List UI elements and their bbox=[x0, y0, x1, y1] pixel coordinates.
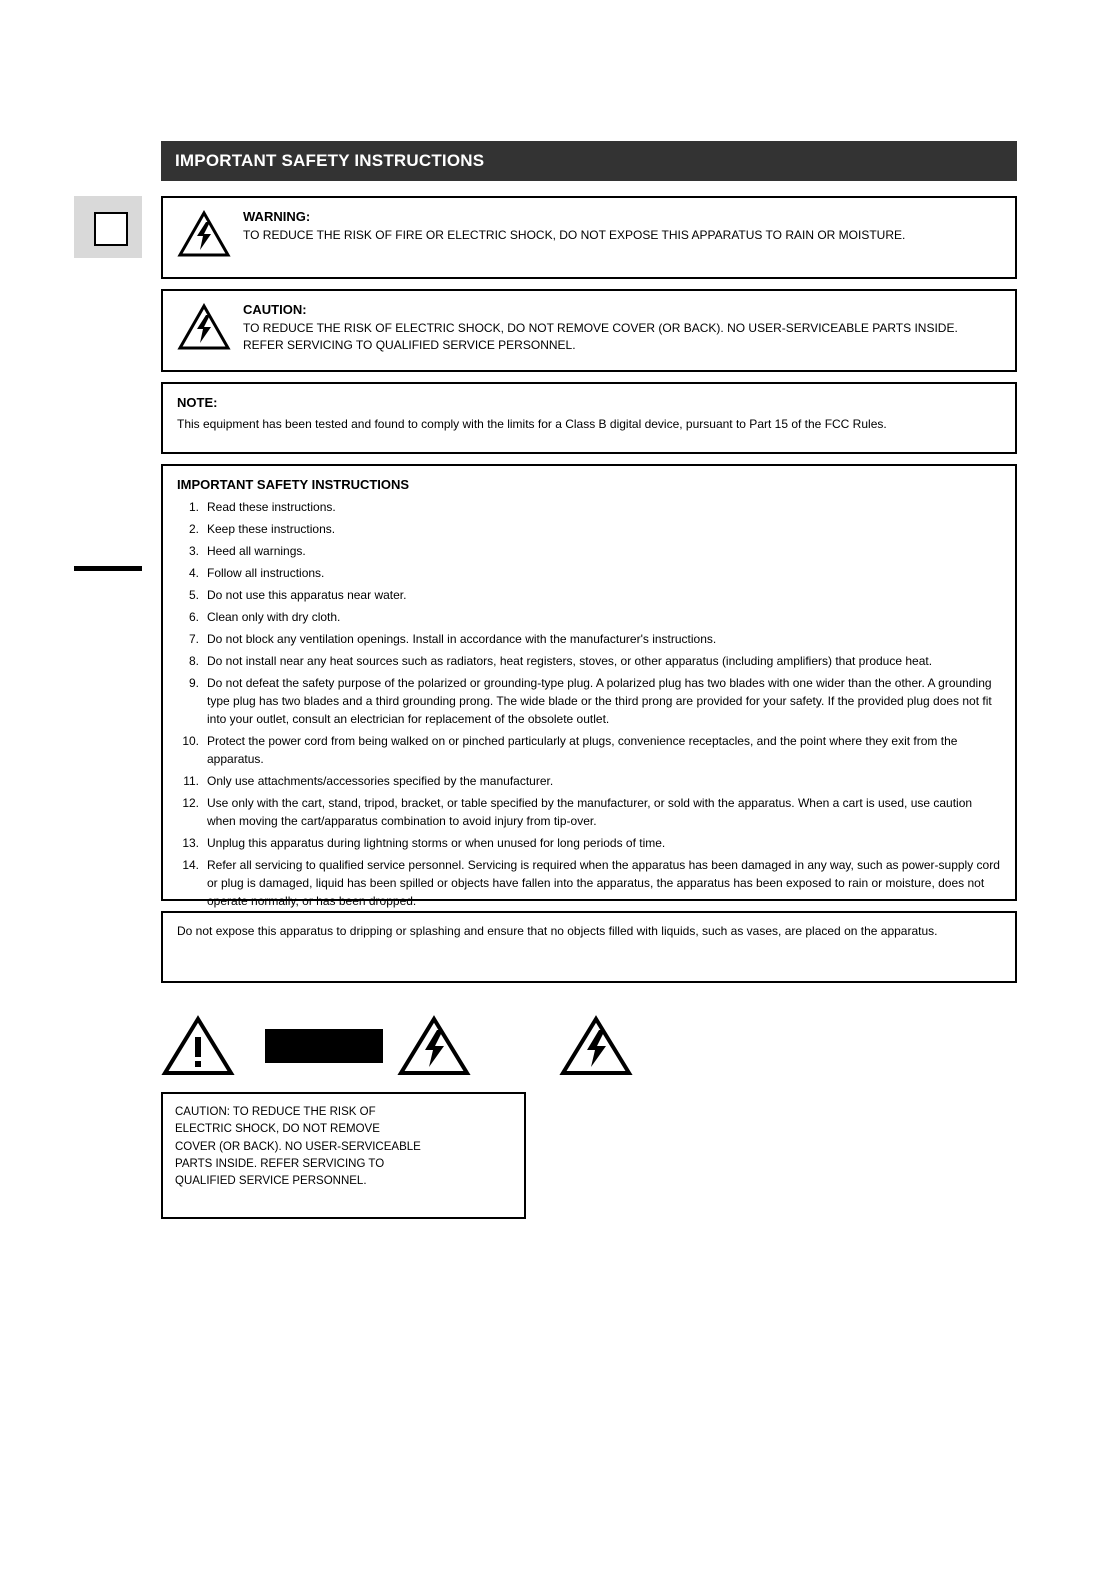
list-item-number: 13. bbox=[182, 835, 199, 850]
list-item-number: 11. bbox=[183, 773, 199, 788]
list-item bbox=[177, 564, 1001, 582]
footnote-box bbox=[161, 911, 1017, 983]
caution-box bbox=[161, 289, 1017, 372]
lightning-bolt-triangle-icon bbox=[177, 303, 231, 351]
list-item-text: Keep these instructions. bbox=[207, 521, 336, 536]
list-item-text: Use only with the cart, stand, tripod, bracket, or table specified by the manufacturer, or sold with the apparatus. When a cart is used, use caution when moving the cart/apparatus combination to avoid injury from tip-over. bbox=[207, 795, 973, 828]
list-item bbox=[177, 498, 1001, 516]
list-item bbox=[177, 794, 1001, 830]
list-item-number: 3. bbox=[188, 543, 199, 558]
list-item bbox=[177, 608, 1001, 626]
warning-title: WARNING: bbox=[243, 209, 311, 224]
list-item-text: Unplug this apparatus during lightning storms or when unused for long periods of time. bbox=[207, 835, 666, 850]
list-item-text: Read these instructions. bbox=[207, 499, 336, 514]
safety-banner bbox=[161, 141, 1017, 181]
list-item-text: Only use attachments/accessories specified by the manufacturer. bbox=[207, 773, 554, 788]
caution-text: TO REDUCE THE RISK OF ELECTRIC SHOCK, DO NOT REMOVE COVER (OR BACK). NO USER-SERVICEABLE PARTS INSIDE. REFER SERVICING TO QUALIFIED SERVICE PERSONNEL. bbox=[243, 320, 958, 353]
lightning-bolt-triangle-icon bbox=[397, 1015, 471, 1077]
list-item bbox=[177, 520, 1001, 538]
banner-title: IMPORTANT SAFETY INSTRUCTIONS bbox=[175, 151, 485, 170]
list-item bbox=[177, 834, 1001, 852]
list-item-number: 10. bbox=[182, 733, 199, 748]
page-tab-marker bbox=[74, 196, 142, 258]
legend-line: COVER (OR BACK). NO USER-SERVICEABLE bbox=[175, 1140, 421, 1153]
list-item bbox=[177, 674, 1001, 728]
legend-line: QUALIFIED SERVICE PERSONNEL. bbox=[175, 1175, 367, 1187]
legend-line: PARTS INSIDE. REFER SERVICING TO bbox=[175, 1157, 385, 1170]
list-item bbox=[177, 542, 1001, 560]
symbol-row bbox=[161, 1015, 861, 1077]
list-item bbox=[177, 772, 1001, 790]
legend-line: ELECTRIC SHOCK, DO NOT REMOVE bbox=[175, 1123, 380, 1136]
instructions-box bbox=[161, 464, 1017, 908]
list-item bbox=[177, 586, 1001, 604]
note-text: This equipment has been tested and found to comply with the limits for a Class B digital device, pursuant to Part 15 of the FCC Rules. bbox=[177, 416, 887, 431]
page-rule-marker bbox=[74, 566, 142, 571]
legend-box bbox=[161, 1092, 526, 1219]
note-box bbox=[161, 382, 1017, 454]
list-item-number: 1. bbox=[188, 499, 199, 514]
list-item-number: 12. bbox=[182, 795, 199, 810]
caution-title: CAUTION: bbox=[243, 302, 307, 317]
exclamation-triangle-icon bbox=[161, 1015, 235, 1077]
note-title: NOTE: bbox=[177, 395, 218, 410]
instructions-list bbox=[177, 498, 1001, 910]
legend-line: CAUTION: TO REDUCE THE RISK OF bbox=[175, 1106, 376, 1118]
list-item-text: Heed all warnings. bbox=[207, 543, 306, 558]
list-item-text: Do not defeat the safety purpose of the polarized or grounding-type plug. A polarized plug has two blades with one wider than the other. A grounding type plug has two blades and a third grounding prong. The wide blade or the third prong are provided for your safety. If the provided plug does not fit into your outlet, consult an electrician for replacement of the obsolete outlet. bbox=[207, 675, 992, 726]
lightning-bolt-triangle-icon bbox=[177, 210, 231, 258]
warning-box bbox=[161, 196, 1017, 279]
page-tab-square-icon bbox=[94, 212, 128, 246]
list-item-text: Refer all servicing to qualified service personnel. Servicing is required when the apparatus has been damaged in any way, such as power-supply cord or plug is damaged, liquid has been spilled or objects have fallen into the apparatus, the apparatus has been exposed to rain or moisture, does not operate normally, or has been dropped. bbox=[207, 857, 1000, 908]
list-item-number: 6. bbox=[188, 609, 199, 624]
list-item-text: Clean only with dry cloth. bbox=[207, 609, 341, 624]
list-item-text: Do not install near any heat sources such as radiators, heat registers, stoves, or other apparatus (including amplifiers) that produce heat. bbox=[207, 653, 933, 668]
list-item-text: Do not use this apparatus near water. bbox=[207, 587, 407, 602]
list-item-text: Follow all instructions. bbox=[207, 565, 325, 580]
list-item-number: 7. bbox=[188, 631, 199, 646]
list-item-number: 8. bbox=[188, 653, 199, 668]
list-item-number: 4. bbox=[188, 565, 199, 580]
instructions-heading: IMPORTANT SAFETY INSTRUCTIONS bbox=[177, 477, 410, 492]
list-item-number: 9. bbox=[188, 675, 199, 690]
list-item-text: Protect the power cord from being walked on or pinched particularly at plugs, convenience receptacles, and the point where they exit from the apparatus. bbox=[207, 733, 958, 766]
warning-text: TO REDUCE THE RISK OF FIRE OR ELECTRIC SHOCK, DO NOT EXPOSE THIS APPARATUS TO RAIN OR MOISTURE. bbox=[243, 227, 906, 242]
footnote-text: Do not expose this apparatus to dripping or splashing and ensure that no objects filled with liquids, such as vases, are placed on the apparatus. bbox=[177, 924, 938, 938]
black-bar-graphic bbox=[265, 1029, 383, 1063]
list-item-number: 14. bbox=[182, 857, 199, 872]
list-item bbox=[177, 630, 1001, 648]
lightning-bolt-triangle-icon bbox=[559, 1015, 633, 1077]
list-item-number: 5. bbox=[188, 587, 199, 602]
list-item-number: 2. bbox=[188, 521, 199, 536]
list-item bbox=[177, 856, 1001, 910]
list-item-text: Do not block any ventilation openings. Install in accordance with the manufacturer's instructions. bbox=[207, 631, 717, 646]
list-item bbox=[177, 652, 1001, 670]
list-item bbox=[177, 732, 1001, 768]
